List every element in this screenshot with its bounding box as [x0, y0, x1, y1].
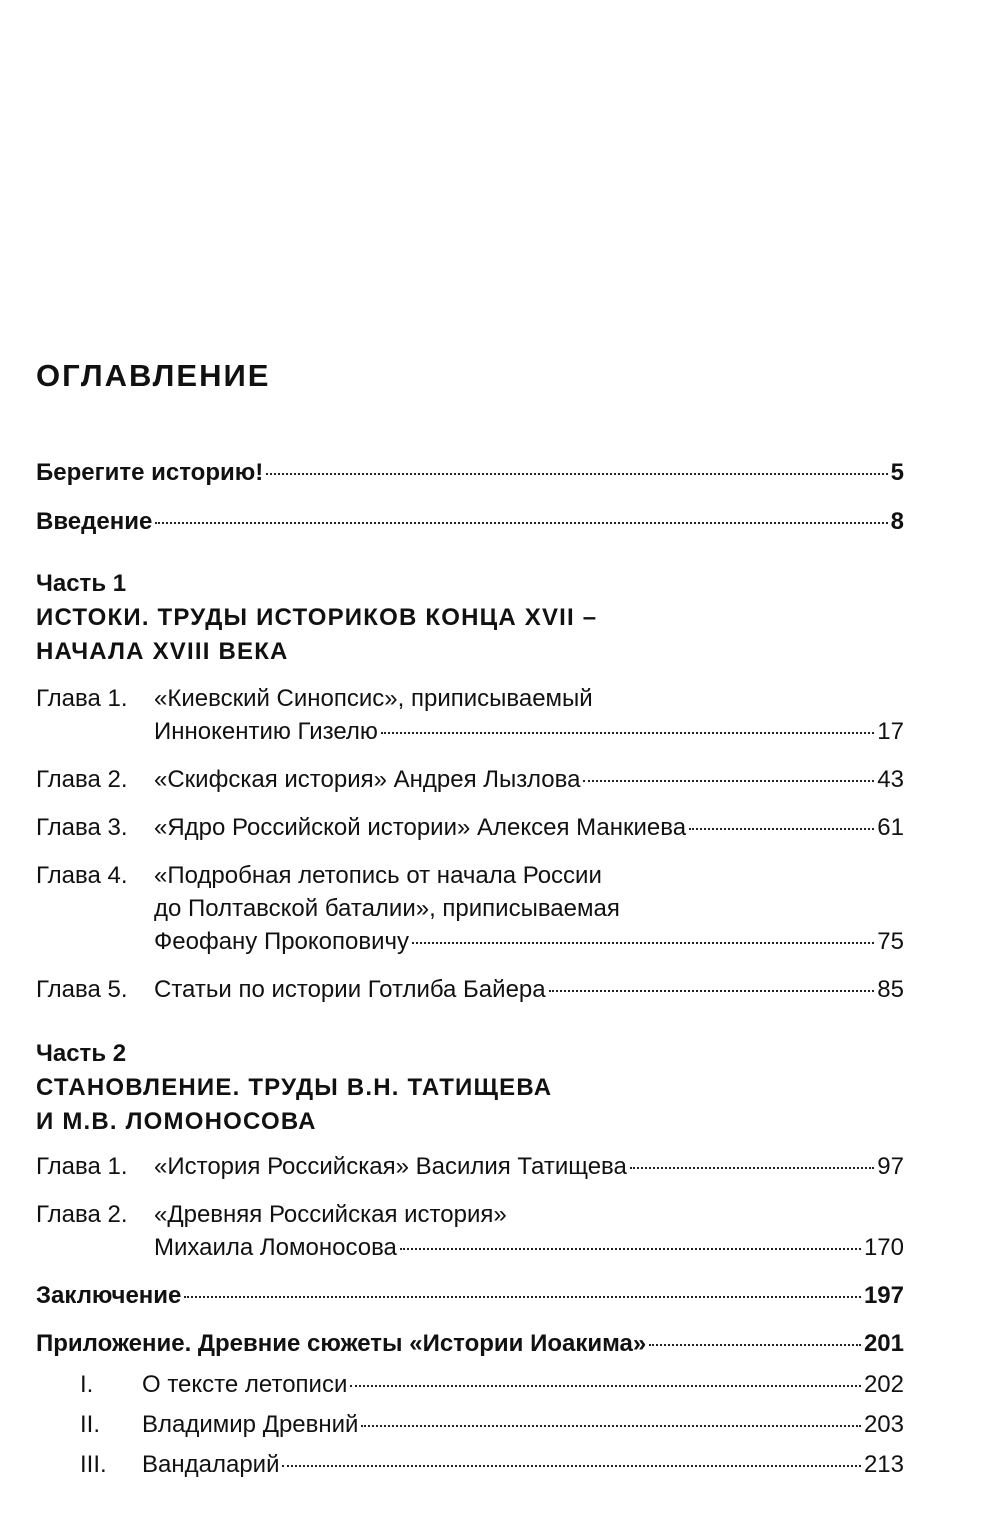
dot-leader [282, 1465, 860, 1467]
chapter-number: Глава 5. [36, 976, 128, 1003]
toc-entry-part2-ch1[interactable] [0, 1150, 1000, 1183]
dot-leader [630, 1167, 874, 1169]
dot-leader [184, 1296, 861, 1298]
chapter-number: Глава 1. [36, 685, 128, 712]
entry-label: Иннокентию Гизелю [154, 718, 378, 745]
toc-entry-front-2[interactable] [0, 505, 1000, 538]
toc-entry-part1-ch4[interactable] [0, 925, 1000, 958]
entry-label: Приложение. Древние сюжеты «Истории Иоакима» [36, 1330, 647, 1357]
page-number: 201 [863, 1330, 904, 1357]
entry-label: «История Российская» Василия Татищева [154, 1153, 627, 1180]
dot-leader [381, 732, 874, 734]
part-1-title-line-2: НАЧАЛА XVIII ВЕКА [36, 638, 289, 665]
toc-entry-part2-ch2[interactable] [0, 1231, 1000, 1264]
page-number: 197 [863, 1282, 904, 1309]
dot-leader [400, 1248, 861, 1250]
page-number: 97 [877, 1153, 904, 1180]
part-2-label: Часть 2 [36, 1040, 127, 1067]
chapter-number: Глава 2. [36, 1201, 128, 1228]
toc-entry-appendix-1[interactable] [0, 1368, 1000, 1401]
toc-entry-conclusion[interactable] [0, 1279, 1000, 1312]
page-number: 75 [877, 928, 904, 955]
dot-leader [361, 1425, 860, 1427]
page-number: 202 [863, 1371, 904, 1398]
section-number: I. [80, 1371, 94, 1398]
part-1-label: Часть 1 [36, 570, 127, 597]
page-number: 213 [863, 1451, 904, 1478]
dot-leader [549, 990, 875, 992]
dot-leader [649, 1344, 861, 1346]
part-2-title-line-1: СТАНОВЛЕНИЕ. ТРУДЫ В.Н. ТАТИЩЕВА [36, 1074, 553, 1101]
toc-entry-part1-ch2[interactable] [0, 763, 1000, 796]
part-1-title-line-1: ИСТОКИ. ТРУДЫ ИСТОРИКОВ КОНЦА XVII – [36, 604, 598, 631]
entry-label: Михаила Ломоносова [154, 1234, 397, 1261]
section-number: III. [80, 1451, 107, 1478]
entry-label: Вандаларий [142, 1451, 280, 1478]
chapter-title-line: «Древняя Российская история» [154, 1201, 507, 1228]
page-number: 203 [863, 1411, 904, 1438]
entry-label: Введение [36, 508, 153, 535]
page-title: ОГЛАВЛЕНИЕ [36, 358, 271, 393]
entry-label: Заключение [36, 1282, 182, 1309]
entry-label: Берегите историю! [36, 459, 264, 486]
page-number: 85 [877, 976, 904, 1003]
toc-entry-front-1[interactable] [0, 456, 1000, 489]
dot-leader [583, 780, 874, 782]
page-number: 61 [877, 814, 904, 841]
dot-leader [350, 1385, 861, 1387]
toc-entry-appendix[interactable] [0, 1327, 1000, 1360]
toc-entry-part1-ch1[interactable] [0, 715, 1000, 748]
chapter-title-line: «Подробная летопись от начала России [154, 862, 602, 889]
part-2-title-line-2: И М.В. ЛОМОНОСОВА [36, 1108, 317, 1135]
dot-leader [689, 828, 874, 830]
toc-entry-appendix-2[interactable] [0, 1408, 1000, 1441]
toc-entry-part1-ch5[interactable] [0, 973, 1000, 1006]
page-number: 170 [863, 1234, 904, 1261]
entry-label: «Скифская история» Андрея Лызлова [154, 766, 581, 793]
chapter-title-line: до Полтавской баталии», приписываемая [154, 895, 620, 922]
entry-label: Статьи по истории Готлиба Байера [154, 976, 546, 1003]
chapter-title-line: «Киевский Синопсис», приписываемый [154, 685, 593, 712]
chapter-number: Глава 1. [36, 1153, 128, 1180]
chapter-number: Глава 4. [36, 862, 128, 889]
entry-label: О тексте летописи [142, 1371, 348, 1398]
page-number: 43 [877, 766, 904, 793]
page-number: 17 [877, 718, 904, 745]
toc-entry-part1-ch3[interactable] [0, 811, 1000, 844]
page-number: 8 [890, 508, 904, 535]
entry-label: Владимир Древний [142, 1411, 359, 1438]
chapter-number: Глава 2. [36, 766, 128, 793]
chapter-number: Глава 3. [36, 814, 128, 841]
dot-leader [412, 942, 874, 944]
dot-leader [155, 522, 887, 524]
entry-label: «Ядро Российской истории» Алексея Манкиева [154, 814, 687, 841]
dot-leader [266, 473, 887, 475]
toc-entry-appendix-3[interactable] [0, 1448, 1000, 1481]
entry-label: Феофану Прокоповичу [154, 928, 410, 955]
page-number: 5 [890, 459, 904, 486]
section-number: II. [80, 1411, 101, 1438]
